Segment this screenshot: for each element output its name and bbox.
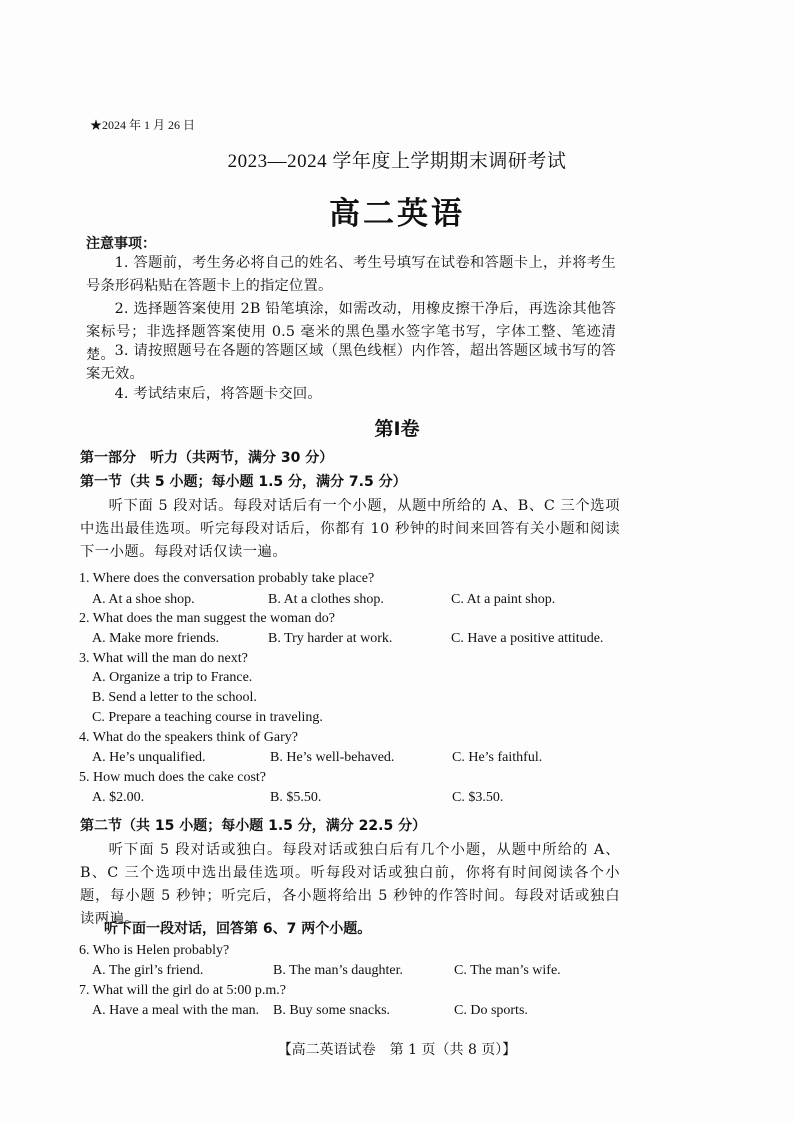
question-6: 6. Who is Helen probably? (79, 943, 230, 958)
option-5a: A. $2.00. (92, 790, 145, 805)
option-3c: C. Prepare a teaching course in traveling. (92, 710, 323, 725)
option-2c: C. Have a positive attitude. (451, 631, 604, 646)
option-1b: B. At a clothes shop. (268, 592, 384, 607)
option-4c: C. He’s faithful. (452, 750, 543, 765)
exam-date: ★2024 年 1 月 26 日 (90, 118, 196, 132)
notice-item: 1. 答题前，考生务必将自己的姓名、考生号填写在试卷和答题卡上，并将考生号条形码粘贴在答题卡上的指定位置。 (86, 255, 616, 294)
option-2b: B. Try harder at work. (268, 631, 393, 646)
volume-title: 第Ⅰ卷 (374, 418, 420, 440)
option-5b: B. $5.50. (270, 790, 322, 805)
question-5: 5. How much does the cake cost? (79, 770, 266, 785)
option-3a: A. Organize a trip to France. (92, 670, 253, 685)
section1-instruction: 听下面 5 段对话。每段对话后有一个小题，从题中所给的 A、B、C 三个选项中选出最佳选项。听完每段对话后，你都有 10 秒钟的时间来回答有关小题和阅读下一小题。每段对话仅读一遍。 (80, 498, 620, 560)
option-7c: C. Do sports. (454, 1003, 528, 1018)
notice-item: 4. 考试结束后，将答题卡交回。 (114, 386, 322, 402)
notice-item: 3. 请按照题号在各题的答题区域（黑色线框）内作答，超出答题区域书写的答案无效。 (86, 343, 616, 382)
question-2: 2. What does the man suggest the woman do? (79, 611, 335, 626)
option-3b: B. Send a letter to the school. (92, 690, 257, 705)
section1-title: 第一节（共 5 小题；每小题 1.5 分，满分 7.5 分） (80, 474, 407, 490)
option-2a: A. Make more friends. (92, 631, 220, 646)
option-7b: B. Buy some snacks. (273, 1003, 391, 1018)
subject-title: 高二英语 (329, 196, 465, 232)
option-7a: A. Have a meal with the man. (92, 1003, 260, 1018)
option-1a: A. At a shoe shop. (92, 592, 195, 607)
option-1c: C. At a paint shop. (451, 592, 556, 607)
part1-title: 第一部分 听力（共两节，满分 30 分） (80, 450, 334, 466)
option-4b: B. He’s well-behaved. (270, 750, 395, 765)
exam-title: 2023—2024 学年度上学期期末调研考试 (227, 151, 567, 172)
option-6c: C. The man’s wife. (454, 963, 561, 978)
option-4a: A. He’s unqualified. (92, 750, 206, 765)
page-footer: 【高二英语试卷 第 1 页（共 8 页）】 (277, 1042, 517, 1058)
listen-prompt: 听下面一段对话，回答第 6、7 两个小题。 (104, 921, 372, 937)
option-6a: A. The girl’s friend. (92, 963, 204, 978)
question-3: 3. What will the man do next? (79, 651, 248, 666)
section2-instruction: 听下面 5 段对话或独白。每段对话或独白后有几个小题，从题中所给的 A、B、C 三个选项中选出最佳选项。听每段对话或独白前，你将有时间阅读各个小题，每小题 5 秒钟；听完后，各小题将给出 5 秒钟的作答时间。每段对话或独白读两遍。 (80, 842, 620, 927)
option-5c: C. $3.50. (452, 790, 504, 805)
option-6b: B. The man’s daughter. (273, 963, 403, 978)
notice-heading: 注意事项： (86, 236, 156, 252)
notice-item: 2. 选择题答案使用 2B 铅笔填涂，如需改动，用橡皮擦干净后，再选涂其他答案标号；非选择题答案使用 0.5 毫米的黑色墨水签字笔书写，字体工整、笔迹清楚。 (86, 301, 616, 363)
question-1: 1. Where does the conversation probably take place? (79, 571, 375, 586)
question-7: 7. What will the girl do at 5:00 p.m.? (79, 983, 286, 998)
question-4: 4. What do the speakers think of Gary? (79, 730, 299, 745)
section2-title: 第二节（共 15 小题；每小题 1.5 分，满分 22.5 分） (80, 818, 427, 834)
